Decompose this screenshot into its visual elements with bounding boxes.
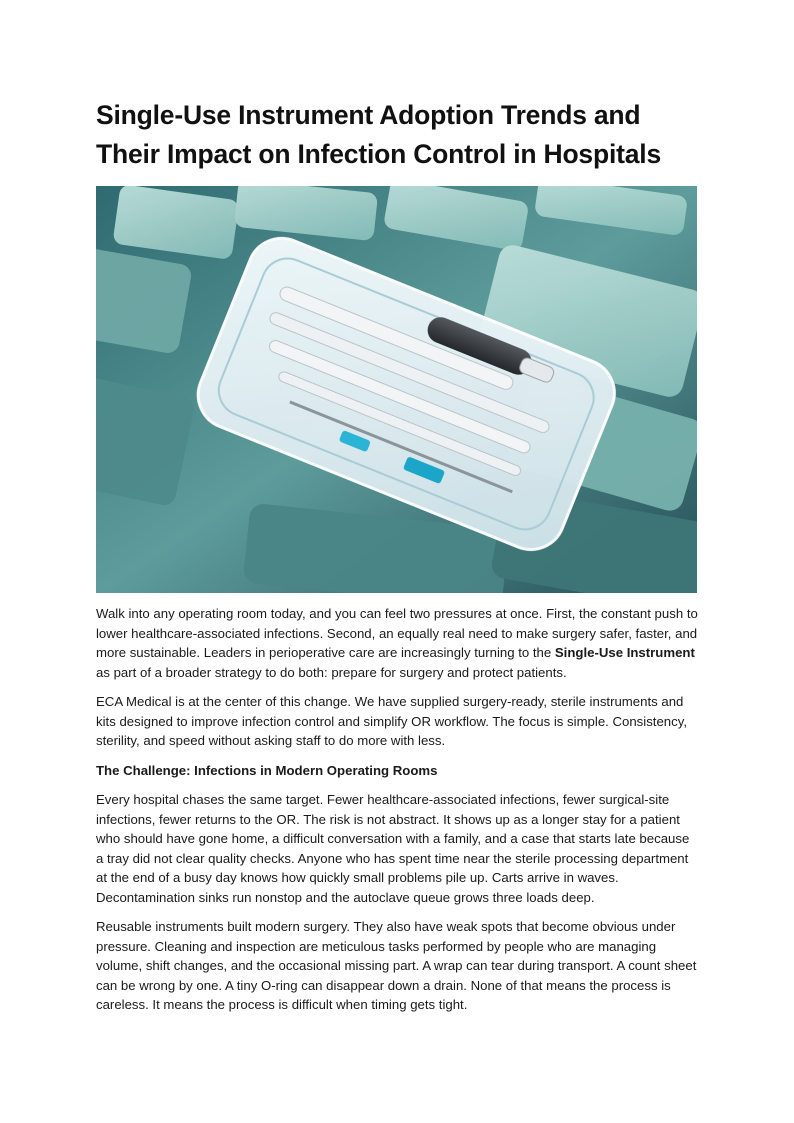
intro-paragraph <box>96 604 698 682</box>
reusable-paragraph: Reusable instruments built modern surgery. They also have weak spots that become obvious under pressure. Cleaning and inspection are meticulous tasks performed by people who are managing volume, shift changes, and the occasional missing part. A wrap can tear during transport. A count sheet can be wrong by one. A tiny O-ring can disappear down a drain. None of that means the process is careless. It means the process is difficult when timing gets tight. <box>96 919 697 1012</box>
intro-text-end: as part of a broader strategy to do both: prepare for surgery and protect patients. <box>96 664 567 680</box>
article <box>96 96 698 1015</box>
page-title: Single-Use Instrument Adoption Trends and Their Impact on Infection Control in Hospitals <box>96 100 661 169</box>
hero-image <box>96 186 697 593</box>
challenge-paragraph: Every hospital chases the same target. Fewer healthcare-associated infections, fewer surgical-site infections, fewer returns to the OR. The risk is not abstract. It shows up as a longer stay for a patient who should have gone home, a difficult conversation with a family, and a case that starts late because a tray did not clear quality checks. Anyone who has spent time near the sterile processing department at the end of a busy day knows how quickly small problems pile up. Carts arrive in waves. Decontamination sinks run nonstop and the autoclave queue grows three loads deep. <box>96 792 690 905</box>
intro-text-start: Walk into any operating room today, and you can feel two pressures at once. First, the constant push to lower healthcare-associated infections. Second, an equally real need to make surgery safer, faster, and more sustainable. Leaders in perioperative care are increasingly turning to the <box>96 606 698 660</box>
section-heading: The Challenge: Infections in Modern Operating Rooms <box>96 762 438 778</box>
company-paragraph: ECA Medical is at the center of this change. We have supplied surgery-ready, sterile instruments and kits designed to improve infection control and simplify OR workflow. The focus is simple. Consistency, sterility, and speed without asking staff to do more with less. <box>96 694 687 748</box>
intro-text-bold: Single-Use Instrument <box>554 645 695 660</box>
